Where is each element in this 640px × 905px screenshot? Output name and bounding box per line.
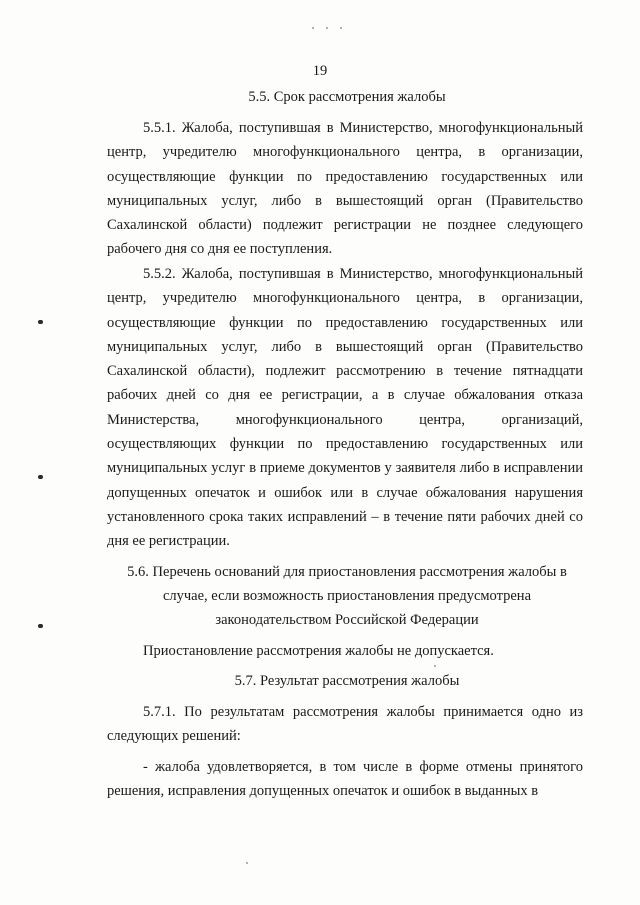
scan-speck [326, 27, 328, 29]
paragraph-5-6: Приостановление рассмотрения жалобы не допускается. [143, 643, 494, 659]
paragraph-5-5-2: 5.5.2. Жалоба, поступившая в Министерство, многофункциональный центр, учредителю многофункционального центра, в организации, осуществляющие функции по предоставлению государственных или муниципальных услуг, либо в вышестоящий орган (Правительство Сахалинской области), подлежит рассмотрению в течение пятнадцати рабочих дней со дня ее регистрации, а в случае обжалования отказа Министерства, многофункционального центра, организаций, осуществляющих функции по предоставлению государственных или муниципальных услуг в приеме документов у заявителя либо в исправлении допущенных опечаток и ошибок или в случае обжалования нарушения установленного срока таких исправлений – в течение пяти рабочих дней со дня ее регистрации. [107, 266, 583, 550]
scan-speck [434, 665, 436, 667]
scan-speck [246, 862, 248, 864]
paragraph-5-7-1: 5.7.1. По результатам рассмотрения жалобы принимается одно из следующих решений: [107, 704, 583, 745]
scan-speck [312, 27, 314, 29]
scan-mark [38, 320, 43, 324]
section-5-6-heading-line-2: случае, если возможность приостановления предусмотрена [162, 588, 532, 604]
scan-speck [340, 27, 342, 29]
section-5-6-heading-line-1: 5.6. Перечень оснований для приостановления рассмотрения жалобы в [127, 564, 567, 580]
paragraph-5-5-1: 5.5.1. Жалоба, поступившая в Министерство, многофункциональный центр, учредителю многофункционального центра, в организации, осуществляющие функции по предоставлению государственных или муниципальных услуг, либо в вышестоящий орган (Правительство Сахалинской области) подлежит регистрации не позднее следующего рабочего дня со дня ее поступления. [107, 120, 583, 258]
section-5-7-heading: 5.7. Результат рассмотрения жалобы [234, 673, 460, 689]
scan-mark [38, 475, 43, 479]
paragraph-5-7-1-item-1: - жалоба удовлетворяется, в том числе в форме отмены принятого решения, исправления допущенных опечаток и ошибок в выданных в [107, 759, 583, 800]
section-5-6-heading-line-3: законодательством Российской Федерации [215, 612, 479, 628]
scan-mark [38, 624, 43, 628]
section-5-5-heading: 5.5. Срок рассмотрения жалобы [248, 89, 446, 105]
page-number: 19 [312, 63, 328, 79]
